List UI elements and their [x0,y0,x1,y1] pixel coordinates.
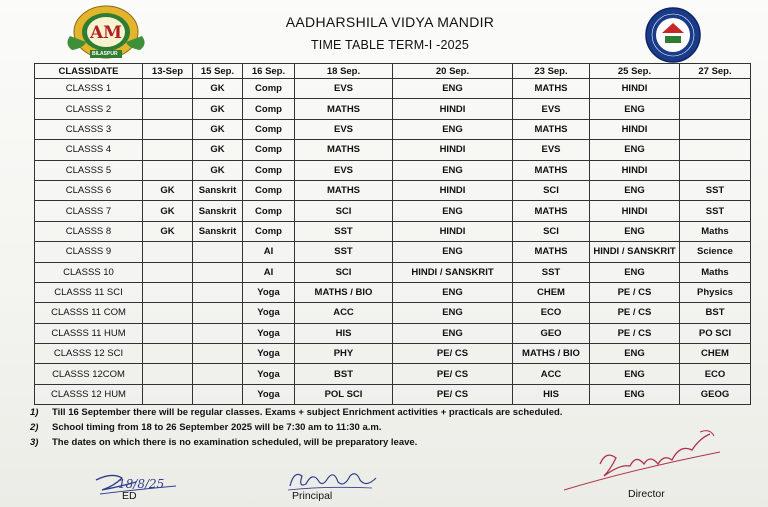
subject-cell: PHY [295,344,393,364]
subject-cell: BST [680,303,751,323]
subject-cell: Yoga [243,344,295,364]
subject-cell: ENG [590,262,680,282]
subject-cell: ENG [393,79,513,99]
subject-cell: ENG [393,201,513,221]
subject-cell: HINDI / SANSKRIT [393,262,513,282]
table-row [35,221,751,241]
subject-cell: Comp [243,140,295,160]
subject-cell: PE/ CS [393,364,513,384]
subject-cell: Comp [243,119,295,139]
subject-cell: PE/ CS [393,344,513,364]
subject-cell: HINDI [393,180,513,200]
subject-cell [143,140,193,160]
subject-cell: PE/ CS [393,384,513,404]
subject-cell: Yoga [243,384,295,404]
subject-cell: Sanskrit [193,180,243,200]
subject-cell: MATHS / BIO [513,344,590,364]
subject-cell: SCI [513,221,590,241]
subject-cell: GK [193,119,243,139]
subject-cell: MATHS [513,242,590,262]
director-signature [560,424,730,494]
subject-cell: MATHS [295,99,393,119]
subject-cell [143,79,193,99]
subject-cell: Science [680,242,751,262]
subject-cell [193,303,243,323]
subject-cell: GK [143,201,193,221]
table-row [35,344,751,364]
subject-cell: PO SCI [680,323,751,343]
subject-cell: AI [243,262,295,282]
subject-cell [143,364,193,384]
subject-cell: CHEM [513,282,590,302]
subject-cell: CHEM [680,344,751,364]
subject-cell: Maths [680,221,751,241]
subject-cell [193,323,243,343]
table-row [35,201,751,221]
subject-cell [680,160,751,180]
class-name-cell: CLASSS 6 [35,180,143,200]
column-header: 16 Sep. [243,64,295,79]
subject-cell: SST [513,262,590,282]
subject-cell: GEOG [680,384,751,404]
subject-cell: Comp [243,99,295,119]
class-name-cell: CLASSS 1 [35,79,143,99]
subject-cell [143,99,193,119]
subject-cell: ACC [513,364,590,384]
subject-cell: Sanskrit [193,221,243,241]
subject-cell: ENG [393,323,513,343]
subject-cell: ENG [590,364,680,384]
subject-cell: PE / CS [590,303,680,323]
subject-cell: EVS [295,79,393,99]
column-header: 18 Sep. [295,64,393,79]
subject-cell [143,119,193,139]
subject-cell: HIS [295,323,393,343]
column-header: 27 Sep. [680,64,751,79]
subject-cell [143,384,193,404]
subject-cell: MATHS [513,201,590,221]
subject-cell [193,364,243,384]
subject-cell: MATHS [513,79,590,99]
subject-cell: Yoga [243,323,295,343]
table-row [35,119,751,139]
army-schools-society-logo-icon [640,6,706,64]
class-name-cell: CLASSS 3 [35,119,143,139]
director-label: Director [628,488,665,500]
subject-cell [143,160,193,180]
subject-cell: SST [295,242,393,262]
subject-cell [680,79,751,99]
class-name-cell: CLASSS 12COM [35,364,143,384]
table-row [35,99,751,119]
subject-cell: ENG [393,282,513,302]
subject-cell: ENG [590,180,680,200]
timetable-title: TIME TABLE TERM-I -2025 [310,38,470,52]
subject-cell: ENG [393,160,513,180]
subject-cell: GK [193,99,243,119]
subject-cell: EVS [513,140,590,160]
note-item [30,405,750,420]
column-header: CLASS\DATE [35,64,143,79]
subject-cell [143,242,193,262]
logo-banner-text: BILASPUR [92,51,118,57]
class-name-cell: CLASSS 5 [35,160,143,180]
school-name: AADHARSHILA VIDYA MANDIR [285,14,495,30]
note-text: The dates on which there is no examination scheduled, will be preparatory leave. [52,437,418,448]
ed-signature [92,466,182,498]
table-row [35,384,751,404]
table-row [35,282,751,302]
subject-cell: HIS [513,384,590,404]
subject-cell: SST [680,201,751,221]
subject-cell: HINDI [590,119,680,139]
table-row [35,242,751,262]
class-name-cell: CLASSS 11 SCI [35,282,143,302]
subject-cell: Yoga [243,364,295,384]
subject-cell: Physics [680,282,751,302]
svg-text:AM: AM [89,23,123,43]
subject-cell: PE / CS [590,323,680,343]
subject-cell: Yoga [243,303,295,323]
class-name-cell: CLASSS 10 [35,262,143,282]
class-name-cell: CLASSS 4 [35,140,143,160]
subject-cell: ENG [590,384,680,404]
subject-cell [143,323,193,343]
table-row [35,180,751,200]
subject-cell [193,384,243,404]
column-header: 25 Sep. [590,64,680,79]
subject-cell [680,99,751,119]
note-text: School timing from 18 to 26 September 2025 will be 7:30 am to 11:30 a.m. [52,422,382,433]
subject-cell: GK [193,140,243,160]
table-row [35,79,751,99]
subject-cell: Sanskrit [193,201,243,221]
subject-cell: ENG [393,119,513,139]
subject-cell [680,119,751,139]
subject-cell: HINDI / SANSKRIT [590,242,680,262]
subject-cell: AI [243,242,295,262]
subject-cell: SCI [513,180,590,200]
subject-cell: HINDI [393,140,513,160]
subject-cell: MATHS [513,119,590,139]
subject-cell: ENG [590,344,680,364]
column-header: 15 Sep. [193,64,243,79]
subject-cell [143,344,193,364]
note-number: 2) [30,422,39,433]
subject-cell: MATHS [295,140,393,160]
subject-cell: Yoga [243,282,295,302]
subject-cell: SCI [295,262,393,282]
class-name-cell: CLASSS 8 [35,221,143,241]
subject-cell: HINDI [393,221,513,241]
subject-cell: ENG [590,140,680,160]
subject-cell: HINDI [393,99,513,119]
subject-cell: MATHS [513,160,590,180]
subject-cell: MATHS / BIO [295,282,393,302]
table-row [35,303,751,323]
note-number: 1) [30,407,39,418]
column-header: 23 Sep. [513,64,590,79]
subject-cell: EVS [295,160,393,180]
subject-cell [193,262,243,282]
class-name-cell: CLASSS 2 [35,99,143,119]
subject-cell [680,140,751,160]
subject-cell: Comp [243,221,295,241]
subject-cell: POL SCI [295,384,393,404]
note-number: 3) [30,437,39,448]
subject-cell: Comp [243,79,295,99]
class-name-cell: CLASSS 12 HUM [35,384,143,404]
column-header: 20 Sep. [393,64,513,79]
subject-cell: ENG [393,242,513,262]
table-row [35,364,751,384]
class-name-cell: CLASSS 12 SCI [35,344,143,364]
subject-cell [193,344,243,364]
note-text: Till 16 September there will be regular classes. Exams + subject Enrichment activities + practicals are scheduled. [52,407,563,418]
table-body [35,79,751,405]
subject-cell: GK [193,160,243,180]
subject-cell: EVS [295,119,393,139]
subject-cell: Maths [680,262,751,282]
subject-cell: ACC [295,303,393,323]
subject-cell: PE / CS [590,282,680,302]
subject-cell: SCI [295,201,393,221]
subject-cell: EVS [513,99,590,119]
column-header: 13-Sep [143,64,193,79]
table-row [35,140,751,160]
subject-cell: HINDI [590,79,680,99]
class-name-cell: CLASSS 11 HUM [35,323,143,343]
subject-cell: ECO [513,303,590,323]
subject-cell: Comp [243,201,295,221]
subject-cell: GEO [513,323,590,343]
subject-cell: Comp [243,180,295,200]
subject-cell: ENG [590,221,680,241]
class-name-cell: CLASSS 9 [35,242,143,262]
table-row [35,160,751,180]
subject-cell: BST [295,364,393,384]
subject-cell: GK [193,79,243,99]
subject-cell: SST [295,221,393,241]
subject-cell: HINDI [590,160,680,180]
principal-label: Principal [292,490,333,502]
subject-cell [143,303,193,323]
ed-signature-date: 18/8/25 [118,477,165,491]
subject-cell: ECO [680,364,751,384]
subject-cell [193,282,243,302]
subject-cell [143,262,193,282]
subject-cell: MATHS [295,180,393,200]
subject-cell: HINDI [590,201,680,221]
table-row [35,323,751,343]
subject-cell: Comp [243,160,295,180]
subject-cell: ENG [393,303,513,323]
subject-cell: ENG [590,99,680,119]
class-name-cell: CLASSS 11 COM [35,303,143,323]
subject-cell: GK [143,221,193,241]
timetable [34,63,751,405]
subject-cell: SST [680,180,751,200]
table-header-row [35,64,751,79]
subject-cell [193,242,243,262]
subject-cell [143,282,193,302]
table-row [35,262,751,282]
ed-label: ED [122,490,137,502]
class-name-cell: CLASSS 7 [35,201,143,221]
subject-cell: GK [143,180,193,200]
